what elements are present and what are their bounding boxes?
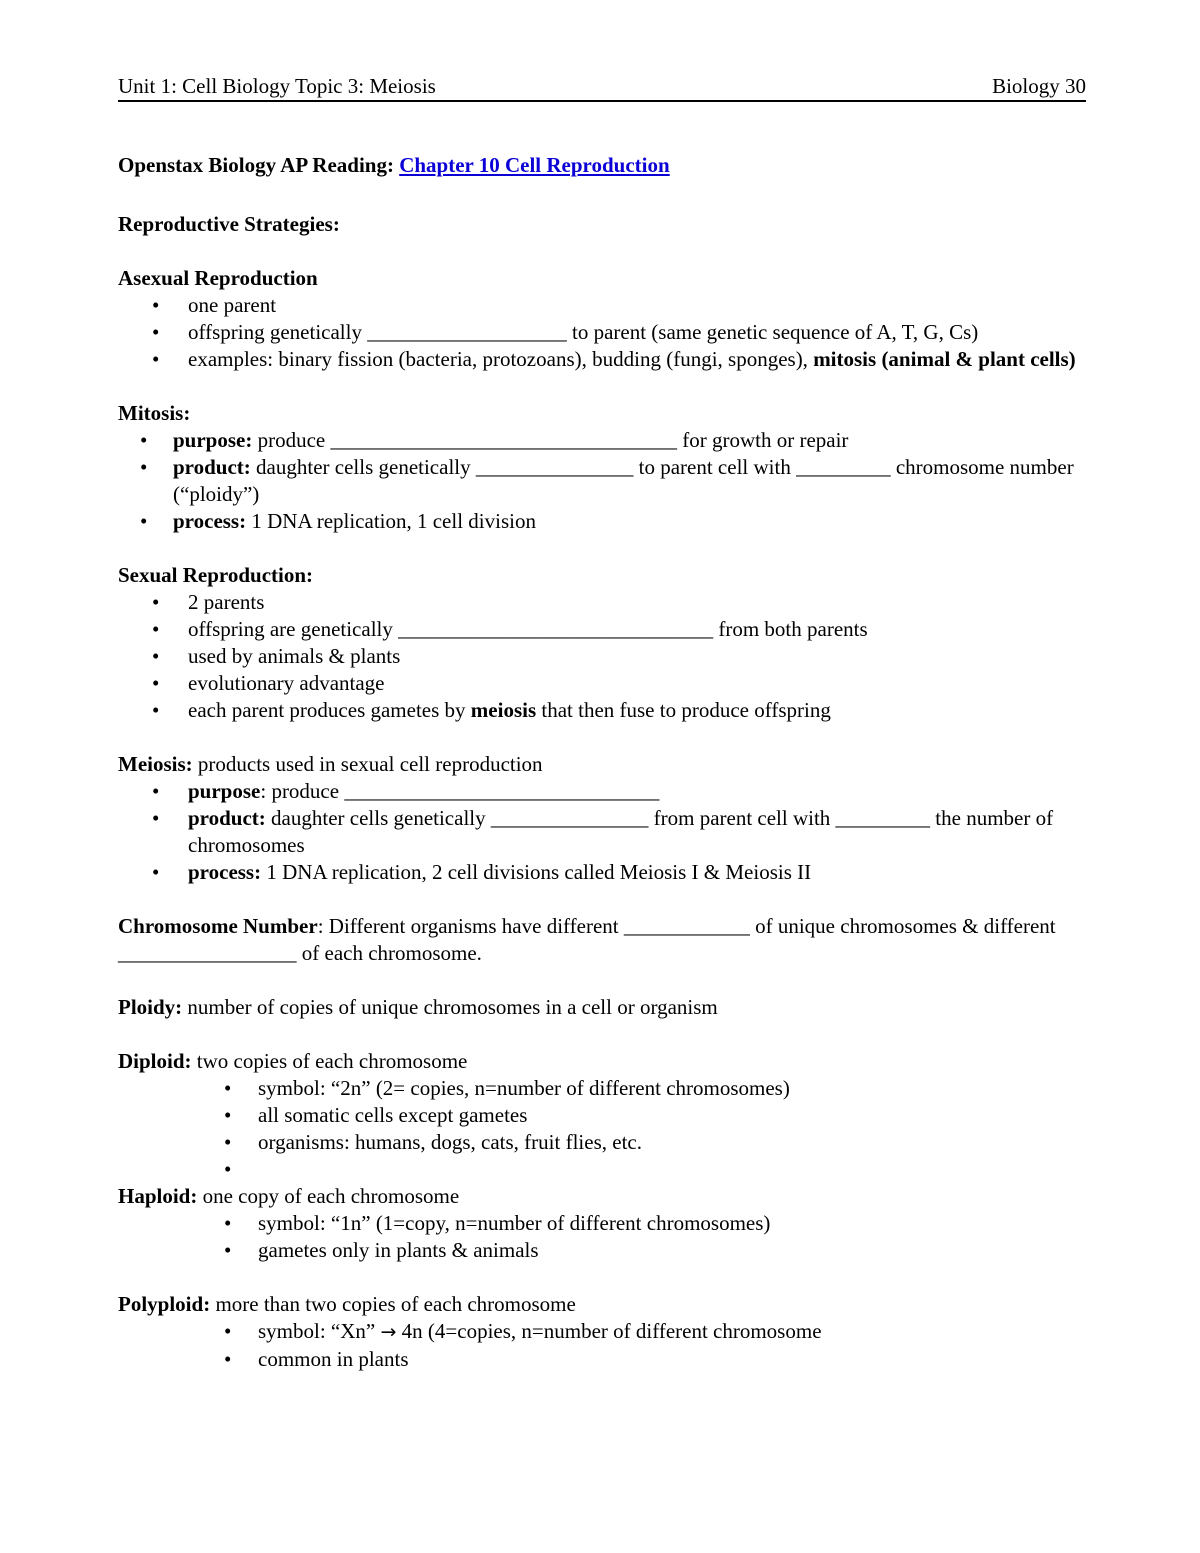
list-item: • purpose: produce ______________________________	[152, 779, 660, 803]
list-item: • process: 1 DNA replication, 2 cell divisions called Meiosis I & Meiosis II	[152, 860, 812, 884]
chapter-link[interactable]: Chapter 10 Cell Reproduction	[399, 153, 670, 177]
list-item: • symbol: “1n” (1=copy, n=number of different chromosomes)	[224, 1211, 771, 1235]
list-item: • organisms: humans, dogs, cats, fruit flies, etc.	[224, 1130, 642, 1154]
polyploid-heading: Polyploid:	[118, 1292, 211, 1316]
strategies-heading: Reproductive Strategies:	[118, 212, 340, 236]
header-unit-title: Unit 1: Cell Biology Topic 3: Meiosis	[118, 74, 436, 98]
list-item: • all somatic cells except gametes	[224, 1103, 528, 1127]
document-body	[118, 152, 1086, 1373]
sexual-list	[118, 589, 1086, 724]
list-item: • offspring genetically ___________________ to parent (same genetic sequence of A, T, G, Cs)	[152, 320, 979, 344]
haploid-heading: Haploid:	[118, 1184, 198, 1208]
right-arrow-icon: →	[380, 1321, 397, 1343]
list-item: •	[224, 1157, 232, 1181]
meiosis-list	[118, 778, 1086, 886]
list-item: • gametes only in plants & animals	[224, 1238, 539, 1262]
page-header	[118, 72, 1086, 102]
list-item: • used by animals & plants	[152, 644, 401, 668]
list-item: • common in plants	[224, 1347, 409, 1371]
list-item: • offspring are genetically ______________________________ from both parents	[152, 617, 868, 641]
chromosome-number-heading: Chromosome Number	[118, 914, 318, 938]
list-item: • symbol: “Xn” → 4n (4=copies, n=number of different chromosome	[224, 1319, 822, 1343]
list-item: • purpose: produce _________________________________ for growth or repair	[140, 428, 849, 452]
asexual-list	[118, 292, 1086, 373]
list-item: • one parent	[152, 293, 277, 317]
haploid-list	[118, 1210, 1086, 1264]
meiosis-line: Meiosis: products used in sexual cell reproduction	[118, 752, 543, 776]
chromosome-number-paragraph: Chromosome Number: Different organisms have different ____________ of unique chromosomes & different _________________ of each chromosome.	[118, 914, 1056, 965]
mitosis-heading: Mitosis:	[118, 401, 191, 425]
list-item: • product: daughter cells genetically _______________ from parent cell with _________ the number of chromosomes	[152, 806, 1054, 857]
list-item: • each parent produces gametes by meiosis that then fuse to produce offspring	[152, 698, 831, 722]
list-item: • 2 parents	[152, 590, 265, 614]
diploid-heading: Diploid:	[118, 1049, 192, 1073]
list-item: • symbol: “2n” (2= copies, n=number of different chromosomes)	[224, 1076, 790, 1100]
polyploid-line: Polyploid: more than two copies of each chromosome	[118, 1292, 576, 1316]
sexual-heading: Sexual Reproduction:	[118, 563, 314, 587]
ploidy-heading: Ploidy:	[118, 995, 183, 1019]
list-item: • examples: binary fission (bacteria, protozoans), budding (fungi, sponges), mitosis (animal & plant cells)	[152, 347, 1076, 371]
list-item: • evolutionary advantage	[152, 671, 385, 695]
reading-label: Openstax Biology AP Reading:	[118, 153, 394, 177]
list-item: • process: 1 DNA replication, 1 cell division	[140, 509, 536, 533]
ploidy-paragraph: Ploidy: number of copies of unique chromosomes in a cell or organism	[118, 995, 718, 1019]
list-item: • product: daughter cells genetically _______________ to parent cell with _________ chromosome number (“ploidy”)	[140, 455, 1074, 506]
asexual-heading: Asexual Reproduction	[118, 266, 318, 290]
polyploid-list	[118, 1318, 1086, 1373]
meiosis-heading: Meiosis:	[118, 752, 193, 776]
mitosis-list	[118, 427, 1086, 535]
diploid-line: Diploid: two copies of each chromosome	[118, 1049, 468, 1073]
header-course: Biology 30	[992, 74, 1086, 98]
reading-line	[118, 152, 1086, 179]
diploid-list	[118, 1075, 1086, 1183]
haploid-line: Haploid: one copy of each chromosome	[118, 1184, 460, 1208]
